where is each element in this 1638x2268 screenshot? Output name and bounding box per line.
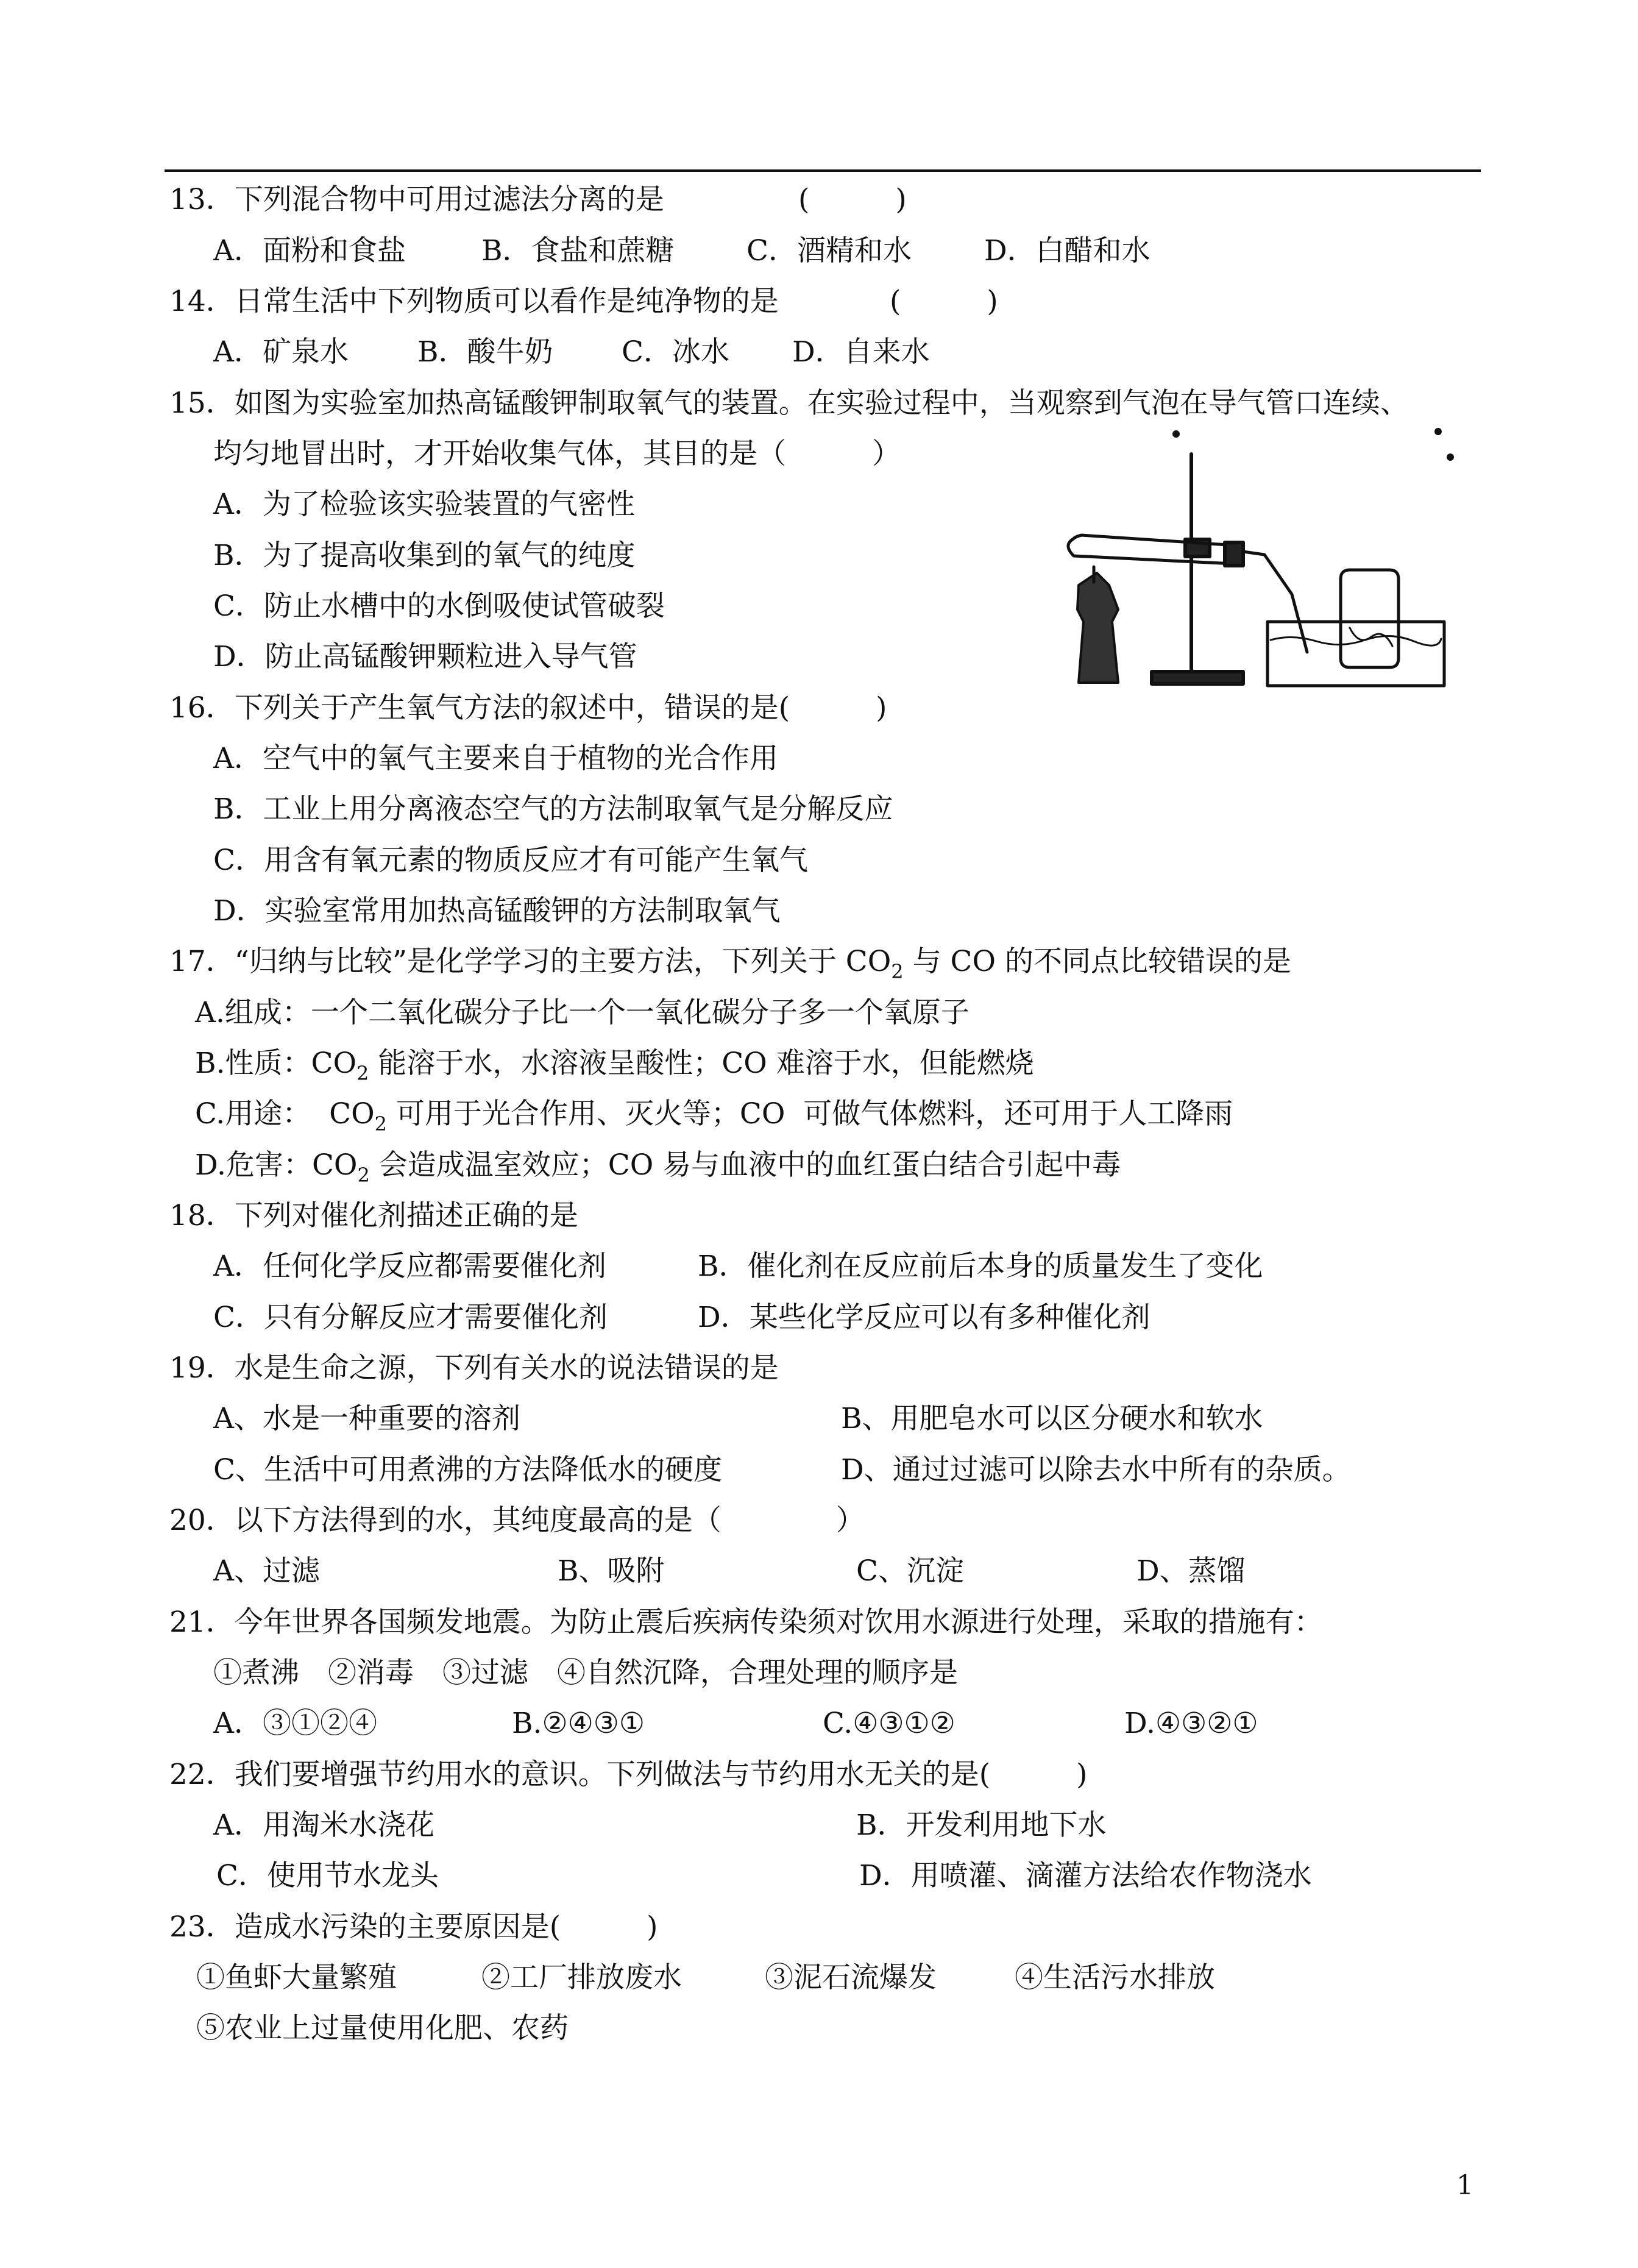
q18-option-d: D．某些化学反应可以有多种催化剂: [698, 1301, 1150, 1334]
q18-option-b: B．催化剂在反应前后本身的质量发生了变化: [698, 1250, 1263, 1283]
q20-option-c: C、沉淀: [856, 1554, 964, 1588]
oxygen-apparatus-figure: [1060, 427, 1456, 701]
q22-stem: 22．我们要增强节约用水的意识。下列做法与节约用水无关的是( ): [169, 1758, 1088, 1791]
q21-option-c: C.④③①②: [823, 1707, 956, 1740]
speck: [1436, 430, 1440, 433]
q17-option-b: B.性质：$CO_2$ 能溶于水，水溶液呈酸性；CO 难溶于水，但能燃烧: [195, 1047, 1034, 1085]
q15-option-a: A．为了检验该实验装置的气密性: [213, 488, 635, 521]
test-tube: [1068, 535, 1237, 564]
page-number: 1: [1456, 2170, 1473, 2201]
q14-option-c: C．冰水: [622, 335, 729, 369]
q16-stem: 16．下列关于产生氧气方法的叙述中，错误的是( ): [169, 691, 887, 725]
header-rule: [165, 169, 1481, 172]
q16-option-b: B．工业上用分离液态空气的方法制取氧气是分解反应: [213, 792, 893, 826]
q22-option-a: A．用淘米水浇花: [213, 1808, 434, 1842]
q13-answer-bracket: ( ): [798, 183, 907, 216]
speck: [1448, 455, 1452, 459]
q14-option-b: B．酸牛奶: [417, 335, 553, 369]
q14-stem: 14．日常生活中下列物质可以看作是纯净物的是: [169, 285, 779, 318]
q23-item-4: ④生活污水排放: [1015, 1961, 1215, 1994]
q16-option-a: A．空气中的氧气主要来自于植物的光合作用: [213, 742, 778, 775]
q13-option-a: A．面粉和食盐: [213, 234, 406, 268]
q22-option-d: D．用喷灌、滴灌方法给农作物浇水: [859, 1859, 1312, 1893]
collecting-bottle: [1341, 570, 1399, 667]
q18-stem: 18．下列对催化剂描述正确的是: [169, 1199, 578, 1232]
q21-stem-line1: 21．今年世界各国频发地震。为防止震后疾病传染须对饮用水源进行处理，采取的措施有：: [169, 1605, 1323, 1639]
q17-option-c: C.用途： $CO_2$ 可用于光合作用、灭火等；CO 可做气体燃料，还可用于人工降雨: [195, 1097, 1233, 1136]
q19-stem: 19．水是生命之源，下列有关水的说法错误的是: [169, 1351, 779, 1385]
q17-stem: 17．“归纳与比较”是化学学习的主要方法，下列关于 $CO_2$ 与 CO 的不同点比较错误的是: [169, 945, 1291, 983]
q14-answer-bracket: ( ): [890, 285, 998, 318]
q13-option-d: D．白醋和水: [984, 234, 1150, 268]
q16-option-c: C．用含有氧元素的物质反应才有可能产生氧气: [213, 844, 808, 877]
q13-stem: 13．下列混合物中可用过滤法分离的是: [169, 183, 664, 216]
q23-item-1: ①鱼虾大量繁殖: [196, 1961, 397, 1994]
q23-item-3: ③泥石流爆发: [765, 1961, 937, 1994]
q20-option-b: B、吸附: [558, 1554, 665, 1588]
q13-option-b: B．食盐和蔗糖: [481, 234, 675, 268]
q15-stem-line2: 均匀地冒出时，才开始收集气体，其目的是（ ）: [213, 437, 901, 471]
q14-option-a: A．矿泉水: [213, 335, 349, 369]
q21-option-b: B.②④③①: [512, 1707, 645, 1740]
q20-option-d: D、蒸馏: [1136, 1554, 1246, 1588]
q20-stem: 20．以下方法得到的水，其纯度最高的是（ ）: [169, 1504, 865, 1537]
q17-option-a: A.组成：一个二氧化碳分子比一个一氧化碳分子多一个氧原子: [195, 996, 970, 1029]
q15-option-b: B．为了提高收集到的氧气的纯度: [213, 539, 636, 572]
q19-option-d: D、通过过滤可以除去水中所有的杂质。: [841, 1453, 1351, 1487]
q13-option-c: C．酒精和水: [746, 234, 912, 268]
q15-stem-line1: 15．如图为实验室加热高锰酸钾制取氧气的装置。在实验过程中，当观察到气泡在导气管口连续、: [169, 386, 1409, 420]
q19-option-c: C、生活中可用煮沸的方法降低水的硬度: [213, 1453, 722, 1487]
q21-option-d: D.④③②①: [1124, 1707, 1258, 1740]
q23-item-5: ⑤农业上过量使用化肥、农药: [196, 2011, 569, 2045]
q15-option-d: D．防止高锰酸钾颗粒进入导气管: [213, 640, 637, 674]
q17-option-d: D.危害：$CO_2$ 会造成温室效应；CO 易与血液中的血红蛋白结合引起中毒: [195, 1148, 1121, 1187]
q23-stem: 23．造成水污染的主要原因是( ): [169, 1910, 658, 1944]
q19-option-a: A、水是一种重要的溶剂: [213, 1402, 520, 1435]
water-trough: [1268, 622, 1444, 686]
speck: [1174, 432, 1178, 436]
stopper: [1225, 542, 1243, 566]
q21-stem-line2: ①煮沸 ②消毒 ③过滤 ④自然沉降，合理处理的顺序是: [213, 1656, 958, 1690]
q18-option-a: A．任何化学反应都需要催化剂: [213, 1250, 606, 1283]
q16-option-d: D．实验室常用加热高锰酸钾的方法制取氧气: [213, 894, 781, 928]
q23-item-2: ②工厂排放废水: [481, 1961, 682, 1994]
alcohol-lamp: [1077, 573, 1118, 683]
q15-option-c: C．防止水槽中的水倒吸使试管破裂: [213, 589, 665, 623]
q20-option-a: A、过滤: [213, 1554, 320, 1588]
stand-base: [1152, 672, 1243, 684]
q22-option-b: B．开发利用地下水: [856, 1808, 1107, 1842]
q18-option-c: C．只有分解反应才需要催化剂: [213, 1301, 608, 1334]
q22-option-c: C．使用节水龙头: [216, 1859, 439, 1893]
q19-option-b: B、用肥皂水可以区分硬水和软水: [841, 1402, 1263, 1435]
q21-option-a: A．③①②④: [213, 1707, 377, 1740]
q14-option-d: D．自来水: [792, 335, 930, 369]
